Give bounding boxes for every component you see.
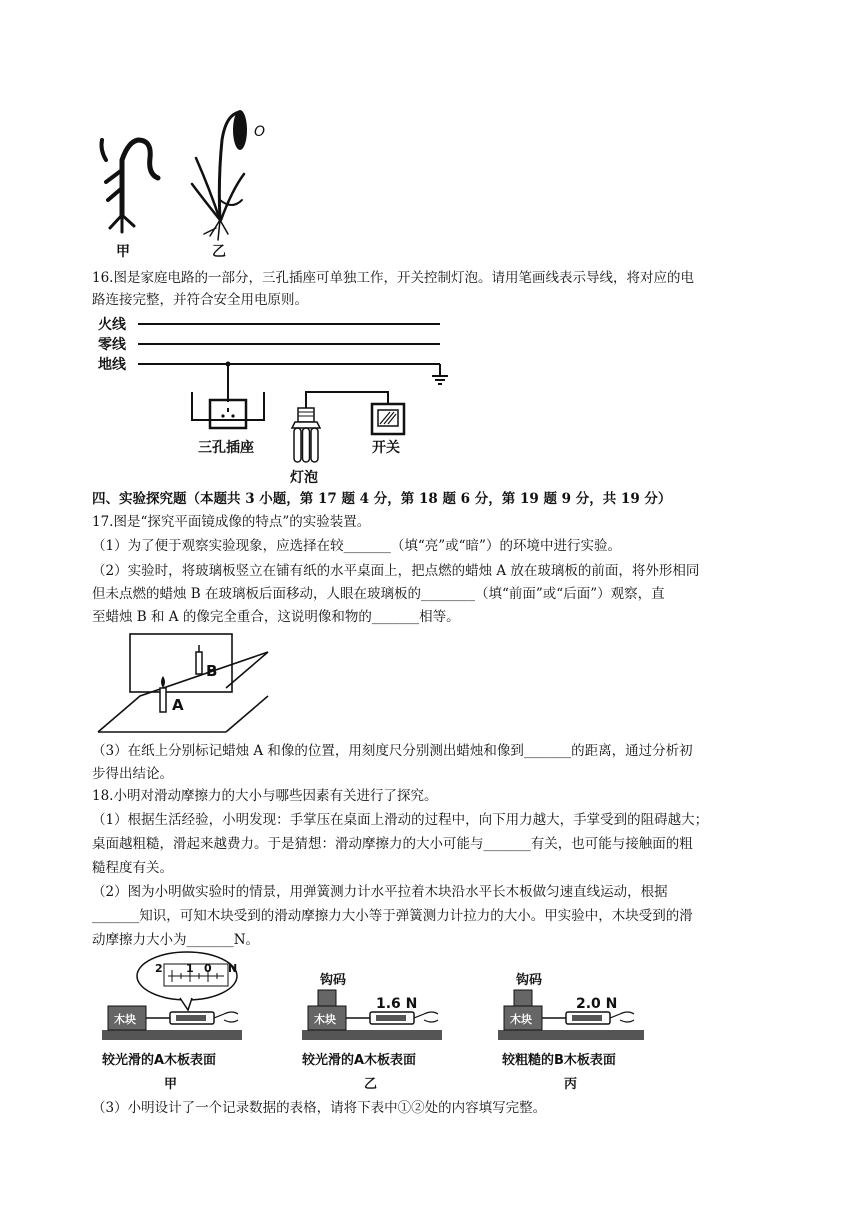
circuit-diagram <box>92 312 472 487</box>
q17-part-2-line-2: 但未点燃的蜡烛 B 在玻璃板后面移动，人眼在玻璃板的________（填“前面”或“后面”）观察，直 <box>92 586 665 602</box>
q18-part-3: （3）小明设计了一个记录数据的表格，请将下表中①②处的内容填写完整。 <box>92 1100 547 1116</box>
caption-yi: 较光滑的A木板表面 <box>302 1053 417 1068</box>
q16-line-1: 16.图是家庭电路的一部分，三孔插座可单独工作，开关控制灯泡。请用笔画线表示导线，将对应的电 <box>92 270 694 286</box>
plant-figure <box>92 100 292 265</box>
q18-part-2-line-1: （2）图为小明做实验时的情景，用弹簧测力计水平拉着木块沿水平长木板做匀速直线运动，根据 <box>92 884 668 900</box>
neutral-wire-label: 零线 <box>98 337 126 353</box>
q17-part-3-line-1: （3）在纸上分别标记蜡烛 A 和像的位置，用刻度尺分别测出蜡烛和像到_______的距离，通过分析初 <box>92 743 693 759</box>
q18-stem: 18.小明对滑动摩擦力的大小与哪些因素有关进行了探究。 <box>92 788 438 804</box>
setup-bing <box>498 972 644 1040</box>
reading-yi: 1.6 N <box>376 996 418 1012</box>
q18-part-1-line-2: 桌面越粗糙，滑起来越费力。于是猜想：滑动摩擦力的大小可能与_______有关，也可能与接触面的粗 <box>92 836 693 852</box>
switch-label: 开关 <box>372 440 400 456</box>
fig-label-yi: 乙 <box>212 244 226 260</box>
scale-tick-2: 2 <box>155 962 163 975</box>
label-jia: 甲 <box>164 1077 178 1092</box>
q18-part-2-line-3: 动摩擦力大小为_______N。 <box>92 932 260 948</box>
friction-experiment-figure <box>92 950 652 1092</box>
live-wire-label: 火线 <box>98 317 126 333</box>
q16-line-2: 路连接完整，并符合安全用电原则。 <box>92 292 308 308</box>
label-yi: 乙 <box>364 1077 378 1092</box>
ground-wire-label: 地线 <box>98 357 126 373</box>
block-label-bing: 木块 <box>510 1013 532 1026</box>
scale-tick-1: 1 <box>186 962 194 975</box>
setup-yi <box>302 972 442 1040</box>
plane-mirror-figure <box>92 632 282 738</box>
scale-unit: N <box>228 962 238 975</box>
q18-part-1-line-3: 糙程度有关。 <box>92 860 173 876</box>
weight-label-yi: 钩码 <box>320 973 347 988</box>
label-bing: 丙 <box>564 1077 578 1092</box>
caption-bing: 较粗糙的B木板表面 <box>502 1053 616 1068</box>
q17-part-2-line-3: 至蜡烛 B 和 A 的像完全重合，这说明像和物的_______相等。 <box>92 609 460 625</box>
candle-a-label: A <box>172 696 184 714</box>
point-o-label: O <box>254 124 266 140</box>
scale-tick-0: 0 <box>204 962 212 975</box>
socket-label: 三孔插座 <box>198 440 254 456</box>
q17-stem: 17.图是“探究平面镜成像的特点”的实验装置。 <box>92 514 371 530</box>
block-label-yi: 木块 <box>314 1013 336 1026</box>
weight-label-bing: 钩码 <box>516 973 543 988</box>
setup-jia <box>102 952 242 1040</box>
bulb-label: 灯泡 <box>290 470 318 486</box>
q17-part-3-line-2: 步得出结论。 <box>92 766 173 782</box>
fig-label-jia: 甲 <box>116 244 130 260</box>
q18-part-1-line-1: （1）根据生活经验，小明发现：手掌压在桌面上滑动的过程中，向下用力越大，手掌受到的阻碍越大； <box>92 812 709 828</box>
reading-bing: 2.0 N <box>576 996 618 1012</box>
q17-part-1: （1）为了便于观察实验现象，应选择在较_______（填“亮”或“暗”）的环境中进行实验。 <box>92 538 621 554</box>
block-label-jia: 木块 <box>114 1013 136 1026</box>
candle-b-label: B <box>206 662 218 680</box>
q18-part-2-line-2: _______知识，可知木块受到的滑动摩擦力大小等于弹簧测力计拉力的大小。甲实验中，木块受到的滑 <box>92 908 693 924</box>
caption-jia: 较光滑的A木板表面 <box>102 1053 217 1068</box>
q17-part-2-line-1: （2）实验时，将玻璃板竖立在铺有纸的水平桌面上，把点燃的蜡烛 A 放在玻璃板的前面，将外形相同 <box>92 563 700 579</box>
section-4-heading: 四、实验探究题（本题共 3 小题，第 17 题 4 分，第 18 题 6 分，第 19 题 9 分，共 19 分） <box>92 491 672 507</box>
